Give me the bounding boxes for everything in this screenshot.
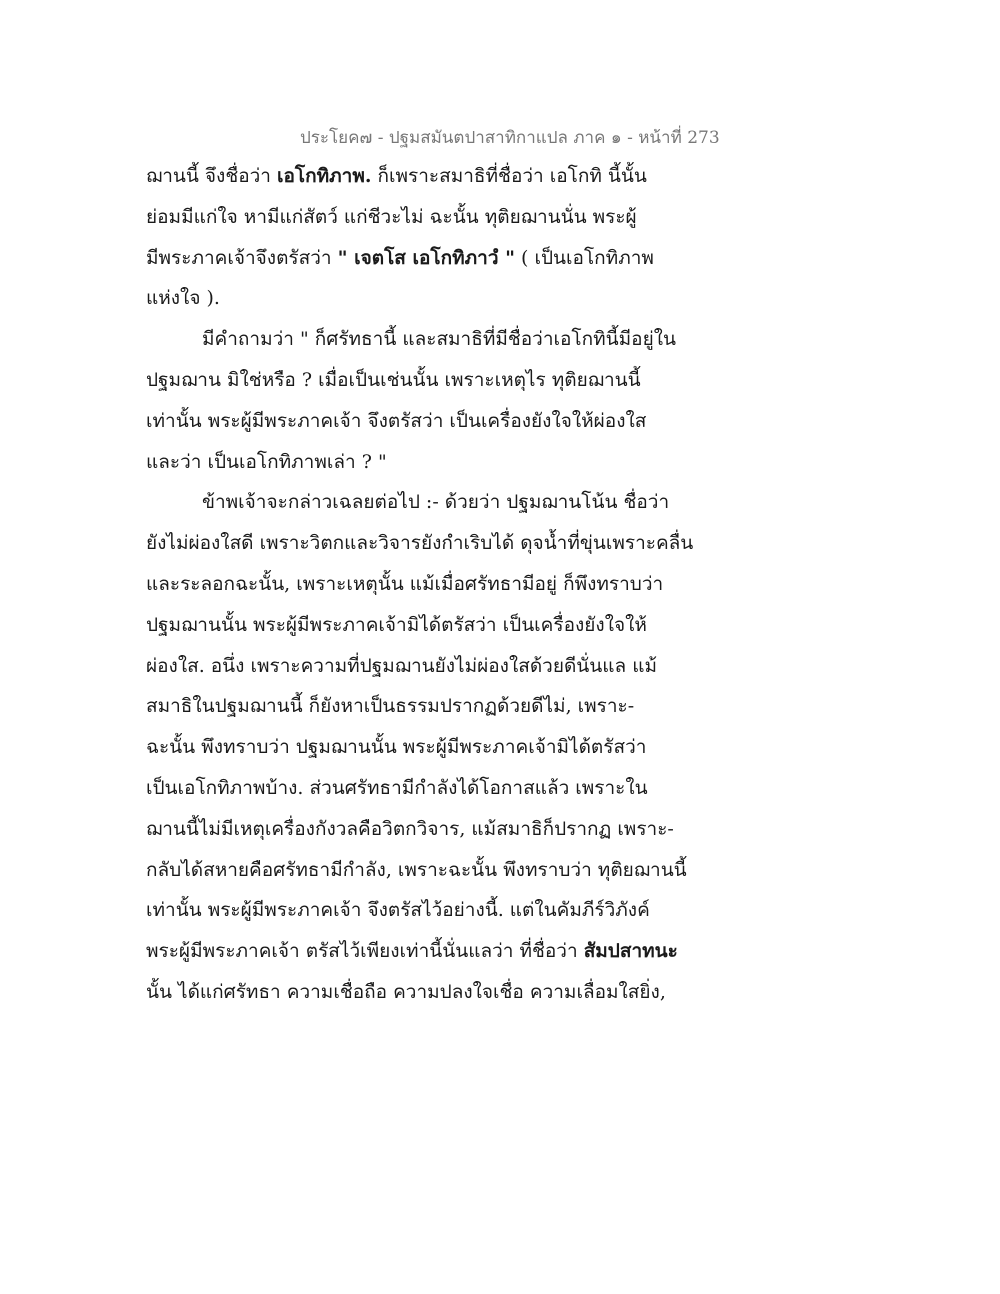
text-line xyxy=(146,646,706,687)
text-line xyxy=(146,197,706,238)
text-line xyxy=(146,442,706,483)
text-line xyxy=(146,727,706,768)
text-segment: มีคำถามว่า " ก็ศรัทธานี้ และสมาธิที่มีชื่อว่าเอโกทินี้มีอยู่ใน xyxy=(202,328,676,351)
text-line xyxy=(146,278,706,319)
text-segment: ข้าพเจ้าจะกล่าวเฉลยต่อไป :- ด้วยว่า ปฐมฌานโน้น ชื่อว่า xyxy=(202,491,670,514)
text-segment: สมาธิในปฐมฌานนี้ ก็ยังหาเป็นธรรมปรากฏด้วยดีไม่, เพราะ- xyxy=(146,695,635,718)
text-line xyxy=(146,768,706,809)
text-segment: มีพระภาคเจ้าจึงตรัสว่า xyxy=(146,246,338,269)
text-segment: ก็เพราะสมาธิที่ชื่อว่า เอโกทิ นี้นั้น xyxy=(371,165,647,187)
text-line xyxy=(146,809,706,850)
text-line xyxy=(146,890,706,931)
text-line xyxy=(146,972,706,1013)
running-header: ประโยค๗ - ปฐมสมันตปาสาทิกาแปล ภาค ๑ - หน้าที่ 273 xyxy=(300,128,720,148)
text-line xyxy=(146,605,706,646)
text-line xyxy=(146,686,706,727)
text-line xyxy=(146,401,706,442)
text-segment: กลับได้สหายคือศรัทธามีกำลัง, เพราะฉะนั้น พึงทราบว่า ทุติยฌานนี้ xyxy=(146,858,687,881)
bold-term: เอโกทิภาพ. xyxy=(277,165,372,187)
text-line xyxy=(146,238,706,279)
text-segment: และว่า เป็นเอโกทิภาพเล่า ? " xyxy=(146,450,387,473)
text-segment: ฌานนี้ จึงชื่อว่า xyxy=(146,165,278,187)
text-line xyxy=(146,850,706,891)
text-segment: เป็นเอโกทิภาพบ้าง. ส่วนศรัทธามีกำลังได้โอกาสแล้ว เพราะใน xyxy=(146,776,648,799)
text-line xyxy=(146,523,706,564)
text-line xyxy=(146,156,706,197)
text-segment: แห่งใจ ). xyxy=(146,287,220,310)
text-line xyxy=(146,931,706,972)
text-segment: ฌานนี้ไม่มีเหตุเครื่องกังวลคือวิตกวิจาร, แม้สมาธิก็ปรากฏ เพราะ- xyxy=(146,817,674,840)
text-segment: เท่านั้น พระผู้มีพระภาคเจ้า จึงตรัสว่า เป็นเครื่องยังใจให้ผ่องใส xyxy=(146,409,647,432)
text-segment: นั้น ได้แก่ศรัทธา ความเชื่อถือ ความปลงใจเชื่อ ความเลื่อมใสยิ่ง, xyxy=(146,980,666,1003)
text-segment: ยังไม่ผ่องใสดี เพราะวิตกและวิจารยังกำเริบได้ ดุจน้ำที่ขุ่นเพราะคลื่น xyxy=(146,532,694,555)
text-segment: ผ่องใส. อนึ่ง เพราะความที่ปฐมฌานยังไม่ผ่องใสด้วยดีนั่นแล แม้ xyxy=(146,654,657,677)
text-segment: ปฐมฌาน มิใช่หรือ ? เมื่อเป็นเช่นนั้น เพราะเหตุไร ทุติยฌานนี้ xyxy=(146,368,641,391)
text-line xyxy=(146,360,706,401)
text-segment: และระลอกฉะนั้น, เพราะเหตุนั้น แม้เมื่อศรัทธามีอยู่ ก็พึงทราบว่า xyxy=(146,572,664,595)
text-line xyxy=(146,482,706,523)
bold-term: สัมปสาทนะ xyxy=(583,940,678,963)
page-body xyxy=(146,156,706,1013)
text-segment: ย่อมมีแก่ใจ หามีแก่สัตว์ แก่ชีวะไม่ ฉะนั้น ทุติยฌานนั่น พระผู้ xyxy=(146,205,637,228)
text-segment: ปฐมฌานนั้น พระผู้มีพระภาคเจ้ามิได้ตรัสว่า เป็นเครื่องยังใจให้ xyxy=(146,613,647,636)
text-line xyxy=(146,564,706,605)
text-segment: ฉะนั้น พึงทราบว่า ปฐมฌานนั้น พระผู้มีพระภาคเจ้ามิได้ตรัสว่า xyxy=(146,736,647,759)
text-segment: พระผู้มีพระภาคเจ้า ตรัสไว้เพียงเท่านี้นั่นแลว่า ที่ชื่อว่า xyxy=(146,940,584,963)
bold-term: " เจตโส เอโกทิภาวํ " xyxy=(337,246,516,269)
text-segment: เท่านั้น พระผู้มีพระภาคเจ้า จึงตรัสไว้อย่างนี้. แต่ในคัมภีร์วิภังค์ xyxy=(146,899,650,922)
text-line xyxy=(146,319,706,360)
text-segment: ( เป็นเอโกทิภาพ xyxy=(515,246,654,269)
